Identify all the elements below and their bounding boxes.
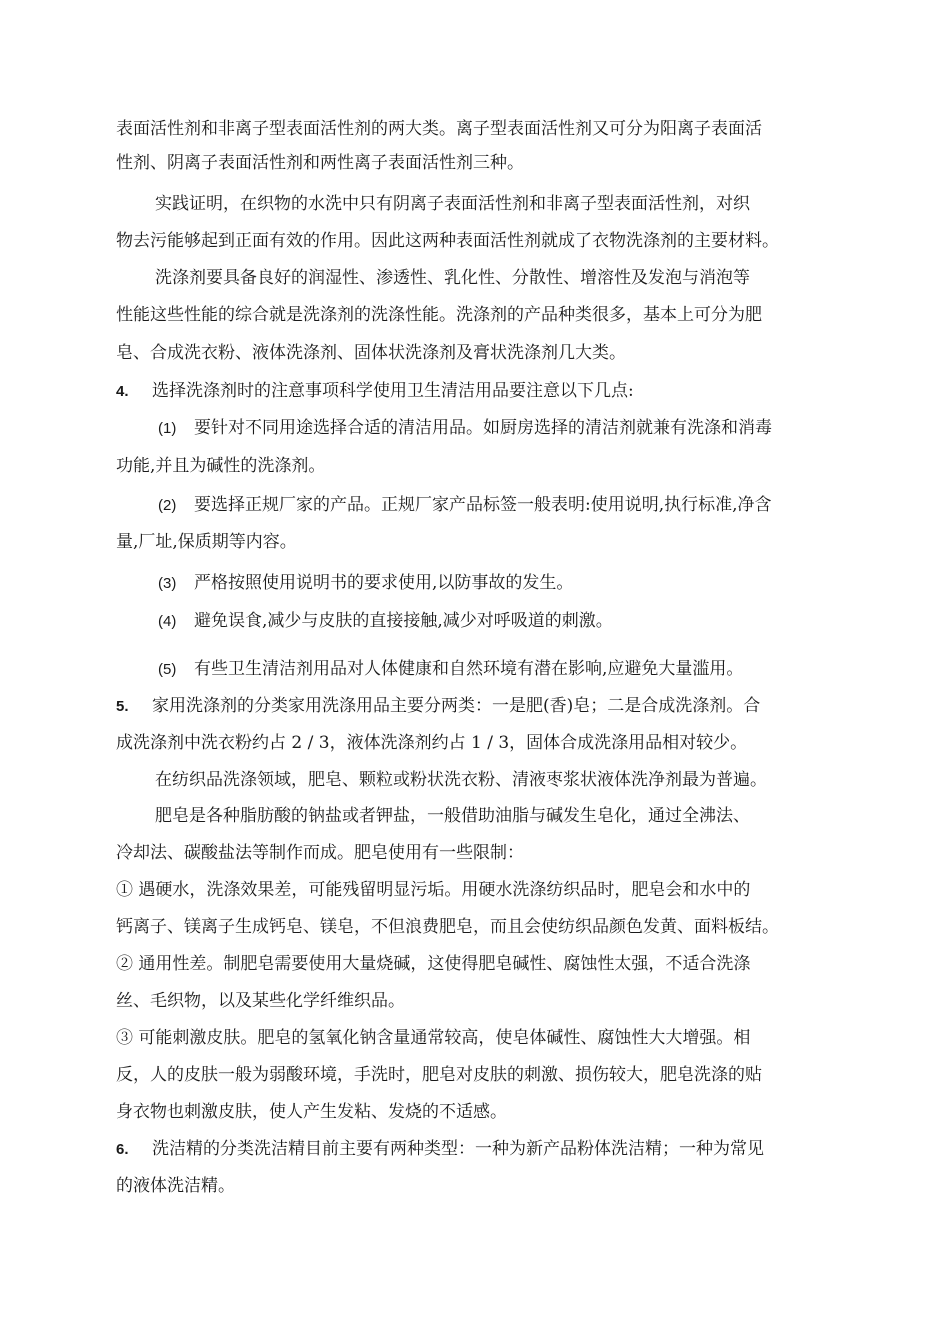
list-item-number: (4) <box>158 613 177 630</box>
paragraph-line: 实践证明，在织物的水洗中只有阴离子表面活性剂和非离子型表面活性剂，对织 <box>155 194 750 214</box>
section-heading <box>116 1141 764 1158</box>
section-heading-text: 选择洗涤剂时的注意事项科学使用卫生清洁用品要注意以下几点: <box>152 381 634 401</box>
list-item-text: 要针对不同用途选择合适的清洁用品。如厨房选择的清洁剂就兼有洗涤和消毒 <box>194 418 772 438</box>
paragraph-line: 肥皂是各种脂肪酸的钠盐或者钾盐，一般借助油脂与碱发生皂化，通过全沸法、 <box>155 806 750 826</box>
section-heading <box>116 383 634 400</box>
list-item-text: 严格按照使用说明书的要求使用,以防事故的发生。 <box>194 573 574 593</box>
section-heading-text: 洗洁精的分类洗洁精目前主要有两种类型：一种为新产品粉体洗洁精；一种为常见 <box>152 1139 764 1159</box>
text-line: 反，人的皮肤一般为弱酸环境，手洗时，肥皂对皮肤的刺激、损伤较大，肥皂洗涤的贴 <box>116 1065 762 1085</box>
list-item-number: (1) <box>158 420 177 437</box>
list-item <box>158 661 743 678</box>
list-item <box>158 613 613 630</box>
text-line: 表面活性剂和非离子型表面活性剂的两大类。离子型表面活性剂又可分为阳离子表面活 <box>116 119 762 139</box>
section-number: 6. <box>116 1141 129 1158</box>
list-item-text: 有些卫生清洁剂用品对人体健康和自然环境有潜在影响,应避免大量滥用。 <box>194 659 744 679</box>
text-line: ② 通用性差。制肥皂需要使用大量烧碱，这使得肥皂碱性、腐蚀性太强，不适合洗涤 <box>116 954 751 974</box>
list-item-number: (3) <box>158 575 177 592</box>
text-line: 皂、合成洗衣粉、液体洗涤剂、固体状洗涤剂及膏状洗涤剂几大类。 <box>116 343 626 363</box>
paragraph-line: 在纺织品洗涤领域，肥皂、颗粒或粉状洗衣粉、清液枣浆状液体洗净剂最为普遍。 <box>155 770 767 790</box>
section-number: 5. <box>116 698 129 715</box>
text-line: 物去污能够起到正面有效的作用。因此这两种表面活性剂就成了衣物洗涤剂的主要材料。 <box>116 231 779 251</box>
list-item <box>158 420 772 437</box>
text-line: 量,厂址,保质期等内容。 <box>116 532 297 552</box>
text-line: 冷却法、碳酸盐法等制作而成。肥皂使用有一些限制： <box>116 843 524 863</box>
section-heading-text: 家用洗涤剂的分类家用洗涤用品主要分两类：一是肥(香)皂；二是合成洗涤剂。合 <box>152 696 761 716</box>
list-item-text: 避免误食,减少与皮肤的直接接触,减少对呼吸道的刺激。 <box>194 611 613 631</box>
list-item-number: (2) <box>158 497 177 514</box>
list-item <box>158 497 772 514</box>
text-line: ③ 可能刺激皮肤。肥皂的氢氧化钠含量通常较高，使皂体碱性、腐蚀性大大增强。相 <box>116 1028 751 1048</box>
text-line: 性能这些性能的综合就是洗涤剂的洗涤性能。洗涤剂的产品种类很多，基本上可分为肥 <box>116 305 762 325</box>
list-item <box>158 575 573 592</box>
text-line: 功能,并且为碱性的洗涤剂。 <box>116 456 326 476</box>
text-line: 丝、毛织物，以及某些化学纤维织品。 <box>116 991 405 1011</box>
text-line: 性剂、阴离子表面活性剂和两性离子表面活性剂三种。 <box>116 153 524 173</box>
section-heading <box>116 698 760 715</box>
list-item-text: 要选择正规厂家的产品。正规厂家产品标签一般表明:使用说明,执行标准,净含 <box>194 495 772 515</box>
text-line: 身衣物也刺激皮肤，使人产生发粘、发烧的不适感。 <box>116 1102 507 1122</box>
list-item-number: (5) <box>158 661 177 678</box>
text-line: 钙离子、镁离子生成钙皂、镁皂，不但浪费肥皂，而且会使纺织品颜色发黄、面料板结。 <box>116 917 779 937</box>
text-line: ① 遇硬水，洗涤效果差，可能残留明显污垢。用硬水洗涤纺织品时，肥皂会和水中的 <box>116 880 751 900</box>
text-line: 的液体洗洁精。 <box>116 1176 235 1196</box>
paragraph-line: 洗涤剂要具备良好的润湿性、渗透性、乳化性、分散性、增溶性及发泡与消泡等 <box>155 268 750 288</box>
text-line: 成洗涤剂中洗衣粉约占 2 / 3，液体洗涤剂约占 1 / 3，固体合成洗涤用品相对较少。 <box>116 733 748 753</box>
section-number: 4. <box>116 383 129 400</box>
